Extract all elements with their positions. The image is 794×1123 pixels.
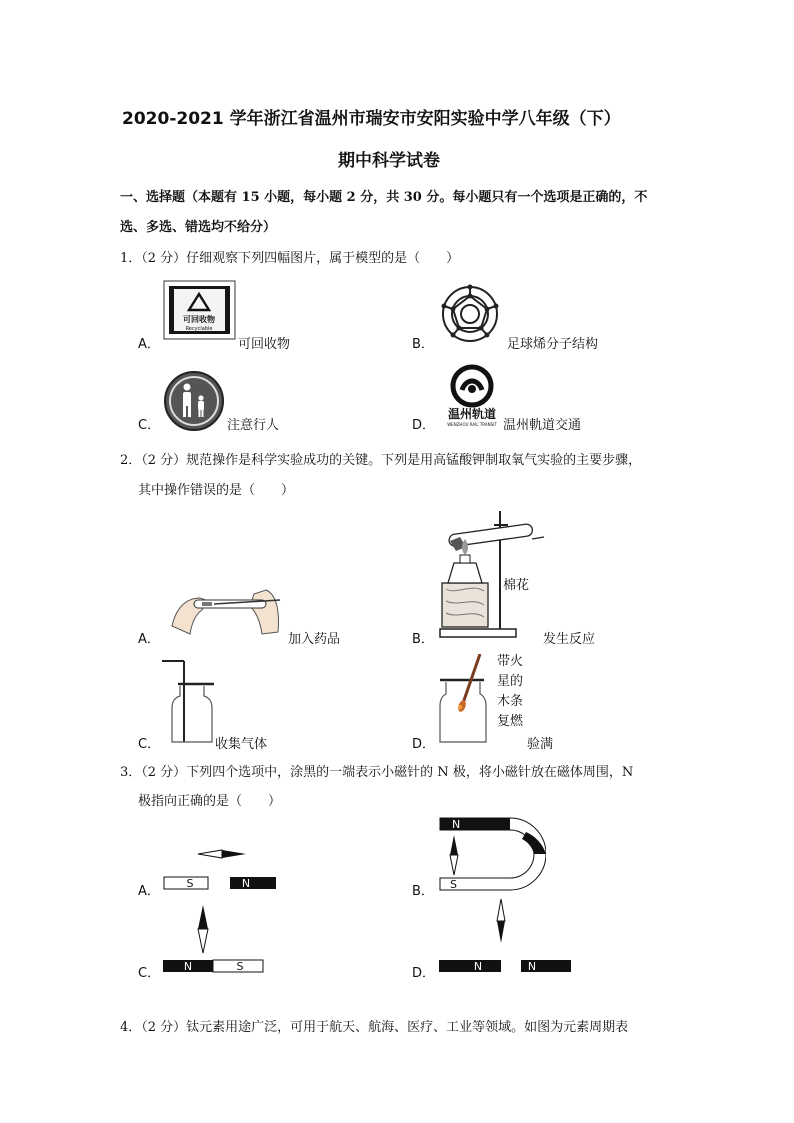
q2-option-a-caption: 加入药品 xyxy=(288,632,341,647)
fullerene-molecule-image xyxy=(437,283,503,345)
recycle-sign-image xyxy=(163,280,236,340)
wenzhou-metro-logo xyxy=(440,364,504,432)
magnet-c-right-pole: S xyxy=(236,960,244,973)
magnet-d-right-pole: N xyxy=(527,960,537,973)
q3-c-magnet xyxy=(160,957,270,975)
q2-option-d-caption: 验满 xyxy=(527,737,554,752)
splint-label-line2: 星的 xyxy=(497,674,524,689)
metro-logo-en-text: WENZHOU RAIL TRANSIT xyxy=(447,422,497,427)
heating-apparatus-image xyxy=(432,505,550,641)
q3-option-c-letter: C． xyxy=(138,966,161,981)
q2-stem-line2: 其中操作错误的是（ ） xyxy=(138,483,295,498)
magnet-d-left-pole: N xyxy=(473,960,483,973)
magnet-b-bottom-pole: S xyxy=(450,878,457,891)
q1-stem: 1．（2 分）仔细观察下列四幅图片，属于模型的是（ ） xyxy=(120,251,460,266)
q3-stem-line2: 极指向正确的是（ ） xyxy=(138,794,282,809)
q1-option-a-letter: A． xyxy=(138,337,160,352)
q3-d-magnets xyxy=(436,957,576,975)
q3-a-diagram xyxy=(160,845,280,893)
q2-option-a-letter: A． xyxy=(138,632,160,647)
exam-title-line1: 2020-2021 学年浙江省温州市瑞安市安阳实验中学八年级（下） xyxy=(122,109,621,129)
splint-label-line1: 带火 xyxy=(497,654,524,669)
magnet-a-right-pole: N xyxy=(241,877,251,890)
q1-option-d-caption: 温州軌道交通 xyxy=(503,418,582,433)
q1-option-c-caption: 注意行人 xyxy=(227,418,280,433)
compass-needle-b xyxy=(450,835,458,855)
recycle-sign-en-text: Recyclable xyxy=(185,326,213,332)
q2-option-b-caption: 发生反应 xyxy=(543,632,596,647)
q3-stem-line1: 3．（2 分）下列四个选项中，涂黑的一端表示小磁针的 N 极，将小磁针放在磁体周围，N xyxy=(120,765,634,780)
splint-label xyxy=(497,652,523,732)
q1-option-b-letter: B． xyxy=(412,337,434,352)
q2-option-c-letter: C． xyxy=(138,737,161,752)
q4-stem: 4．（2 分）钛元素用途广泛，可用于航天、航海、医疗、工业等领域。如图为元素周期表 xyxy=(120,1020,629,1035)
q1-option-c-letter: C． xyxy=(138,418,161,433)
splint-label-line3: 木条 xyxy=(497,694,524,709)
q2-option-d-letter: D． xyxy=(412,737,436,752)
gas-collection-bottle-image xyxy=(160,656,215,746)
q2-option-b-letter: B． xyxy=(412,632,434,647)
magnet-c-left-pole: N xyxy=(183,960,193,973)
adding-reagent-image xyxy=(162,576,287,638)
compass-needle-c xyxy=(195,903,211,955)
compass-needle-a xyxy=(198,850,222,858)
q1-option-d-letter: D． xyxy=(412,418,436,433)
metro-logo-cn-text: 温州轨道 xyxy=(447,407,497,421)
q2-stem-line1: 2．（2 分）规范操作是科学实验成功的关键。下列是用高锰酸钾制取氧气实验的主要步骤， xyxy=(120,453,642,468)
section-header-line1: 一、选择题（本题有 15 小题，每小题 2 分，共 30 分。每小题只有一个选项是正确的，不 xyxy=(120,190,648,205)
recycle-sign-cn-text: 可回收物 xyxy=(183,315,215,324)
exam-title-line2: 期中科学试卷 xyxy=(338,151,440,171)
cotton-label: 棉花 xyxy=(503,578,530,593)
q3-option-a-letter: A． xyxy=(138,884,160,899)
q3-b-diagram xyxy=(436,815,546,895)
q3-option-d-letter: D． xyxy=(412,966,436,981)
q1-option-a-caption: 可回收物 xyxy=(238,337,291,352)
magnet-b-top-pole: N xyxy=(452,818,461,831)
q3-option-b-letter: B． xyxy=(412,884,434,899)
oxygen-test-bottle-image xyxy=(436,654,496,746)
q1-option-b-caption: 足球烯分子结构 xyxy=(507,337,599,352)
splint-label-line4: 复燃 xyxy=(497,714,524,729)
magnet-a-left-pole: S xyxy=(186,877,194,890)
pedestrian-sign-image xyxy=(163,370,225,432)
section-header-line2: 选、多选、错选均不给分） xyxy=(120,220,277,235)
compass-needle-b-extra xyxy=(494,897,508,945)
q2-option-c-caption: 收集气体 xyxy=(215,737,268,752)
